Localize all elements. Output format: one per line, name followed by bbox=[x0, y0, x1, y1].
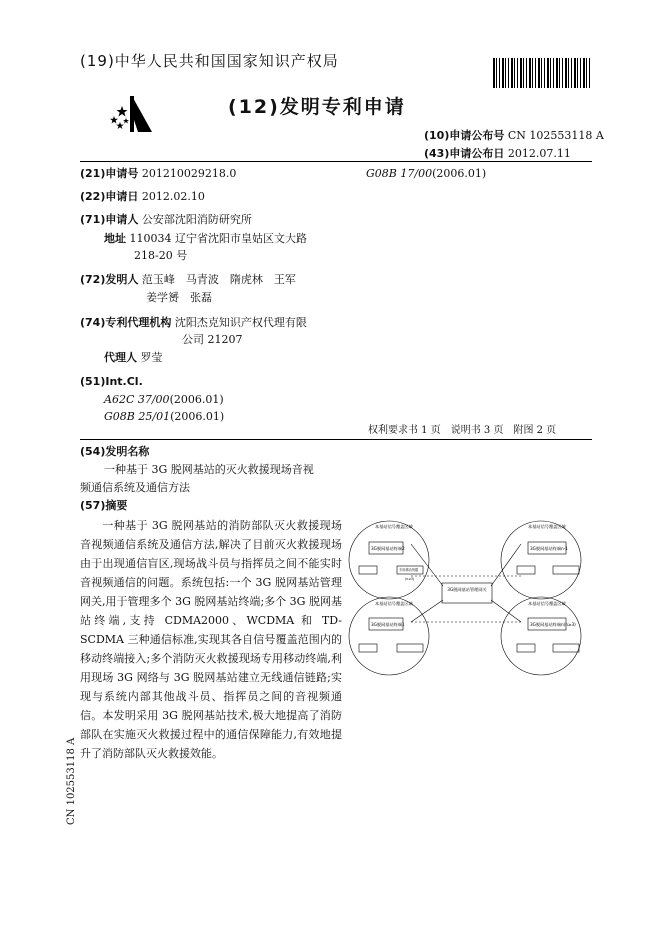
terminal-1-label: 3G脱网基站终端1 bbox=[371, 622, 405, 627]
middle-divider bbox=[80, 439, 592, 440]
int-cl-2-version: (2006.01) bbox=[170, 410, 225, 423]
application-date-label: (22)申请日 bbox=[80, 190, 139, 203]
cover-area-label-2: 本基站信号覆盖区域 bbox=[375, 524, 413, 529]
int-cl-1 bbox=[104, 392, 224, 408]
title-line-2: 频通信系统及通信方法 bbox=[80, 481, 190, 494]
cover-area-label-1: 本基站信号覆盖区域 bbox=[375, 601, 413, 606]
int-cl-2-code: G08B 25/01 bbox=[104, 410, 171, 423]
int-cl-label: (51)Int.Cl. bbox=[80, 375, 143, 388]
agent-value: 罗莹 bbox=[140, 351, 163, 364]
patent-agency-line-1: 沈阳杰克知识产权代理有限 bbox=[174, 316, 307, 329]
barcode bbox=[493, 58, 591, 88]
side-publication-number: CN 102553118 A bbox=[66, 737, 77, 825]
inventors-line-1: 范玉峰 马青波 隋虎林 王军 bbox=[141, 273, 296, 286]
application-date bbox=[80, 189, 205, 205]
inventors-line-2: 姜学赟 张磊 bbox=[146, 291, 212, 304]
office-name: (19)中华人民共和国国家知识产权局 bbox=[80, 52, 339, 70]
mobile-terminal-label: 专用移动终端 bbox=[399, 568, 419, 572]
mobile-terminal-count: (n≥3) bbox=[405, 577, 415, 581]
terminal-2-label: 3G脱网基站终端2 bbox=[371, 546, 405, 551]
page-counts: 权利要求书 1 页 说明书 3 页 附图 2 页 bbox=[368, 425, 557, 436]
publication-date bbox=[424, 145, 571, 161]
terminal-n1-label: 3G脱网基站终端n-1 bbox=[530, 546, 568, 551]
cover-area-label-n: 本基站信号覆盖区域 bbox=[528, 601, 566, 606]
publication-number-value: CN 102553118 A bbox=[507, 129, 604, 142]
inventors-label: (72)发明人 bbox=[80, 273, 139, 286]
applicant-label: (71)申请人 bbox=[80, 213, 139, 226]
int-cl-1-code: A62C 37/00 bbox=[104, 393, 170, 406]
gateway-label: 3G脱网基站管理网关 bbox=[447, 587, 487, 592]
address-label: 地址 bbox=[104, 232, 126, 245]
title-line-1: 一种基于 3G 脱网基站的灭火救援现场音视 bbox=[104, 463, 314, 476]
cover-area-label-n1: 本基站信号覆盖区域 bbox=[528, 524, 566, 529]
publication-number bbox=[424, 127, 604, 143]
cnipa-logo-icon bbox=[108, 92, 154, 136]
int-cl-1-version: (2006.01) bbox=[169, 393, 224, 406]
application-number-value: 201210029218.0 bbox=[141, 167, 237, 180]
int-cl-2 bbox=[104, 409, 224, 425]
applicant bbox=[80, 212, 252, 228]
applicant-value: 公安部沈阳消防研究所 bbox=[141, 213, 252, 226]
address-line-1: 110034 辽宁省沈阳市皇姑区文大路 bbox=[129, 232, 307, 245]
agent bbox=[104, 350, 163, 366]
address bbox=[104, 231, 307, 247]
ipc-main-code: G08B 17/00 bbox=[366, 167, 433, 180]
application-number-label: (21)申请号 bbox=[80, 167, 139, 180]
patent-agency bbox=[80, 315, 307, 331]
publication-date-value: 2012.07.11 bbox=[507, 147, 571, 160]
application-number bbox=[80, 166, 236, 182]
terminal-n-label: 3G脱网基站终端n(n≥3) bbox=[530, 622, 576, 627]
ipc-main-version: (2006.01) bbox=[432, 167, 487, 180]
abstract-label: (57)摘要 bbox=[80, 499, 128, 512]
patent-agency-line-2: 公司 21207 bbox=[182, 333, 243, 346]
ipc-main-class bbox=[366, 166, 486, 182]
address-line-2: 218-20 号 bbox=[134, 249, 188, 262]
abstract-body: 一种基于 3G 脱网基站的消防部队灭火救援现场音视频通信系统及通信方法,解决了目前灭火救援现场由于出现通信盲区,现场战斗员与指挥员之间不能实时音视频通信的问题。系统包括:一个 3G 脱网基站管理网关,用于管理多个 3G 脱网基站终端;多个 3G 脱网基站终端,支持 CDMA2000、WCDMA 和 TD-SCDMA 三种通信标准,实现其各自信号覆盖范围内的移动终端接入;多个消防灭火救援现场专用移动终端,利用现场 3G 网络与 3G 脱网基站建立无线通信链路;实现与系统内部其他战斗员、指挥员之间的音视频通信。本发明采用 3G 脱网基站技术,极大地提高了消防部队在实施灭火救援过程中的通信保障能力,有效地提升了消防部队灭火救援效能。 bbox=[80, 519, 342, 760]
abstract-text bbox=[80, 516, 342, 763]
publication-date-label: (43)申请公布日 bbox=[424, 147, 505, 160]
application-date-value: 2012.02.10 bbox=[141, 190, 205, 203]
inventors bbox=[80, 272, 296, 288]
patent-agency-label: (74)专利代理机构 bbox=[80, 316, 172, 329]
document-type: (12)发明专利申请 bbox=[228, 96, 406, 118]
agent-label: 代理人 bbox=[104, 351, 137, 364]
system-diagram bbox=[345, 514, 588, 682]
publication-number-label: (10)申请公布号 bbox=[424, 129, 505, 142]
top-divider bbox=[80, 161, 592, 162]
title-label: (54)发明名称 bbox=[80, 445, 150, 458]
